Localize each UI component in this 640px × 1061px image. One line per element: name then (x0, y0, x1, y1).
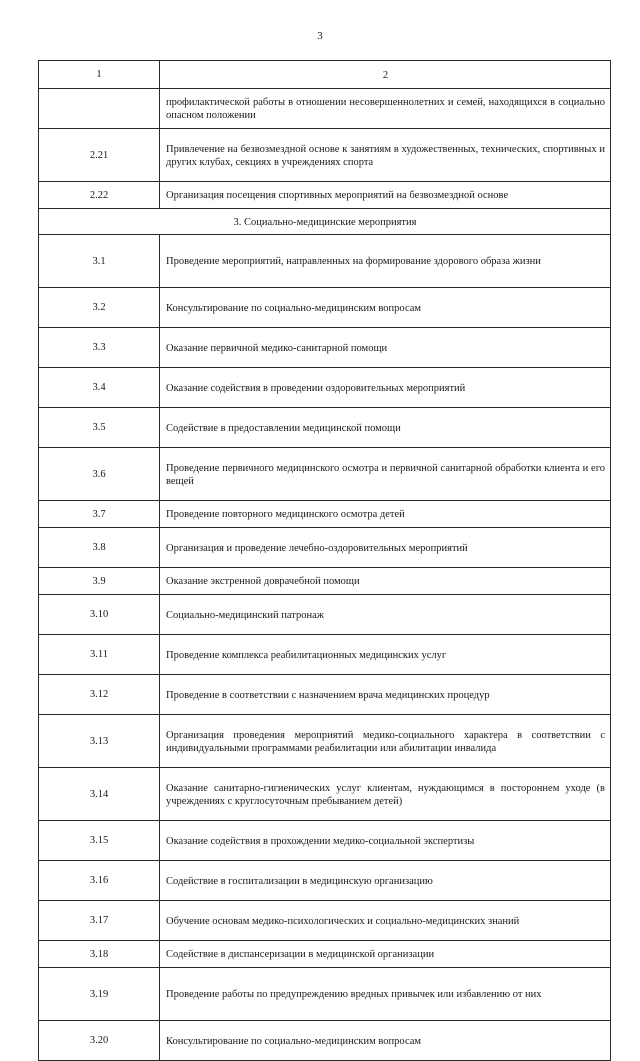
section-heading: 3. Социально-медицинские мероприятия (39, 209, 611, 235)
row-number: 2.22 (39, 182, 160, 209)
row-number: 3.10 (39, 595, 160, 635)
row-text: Содействие в диспансеризации в медицинской организации (160, 941, 611, 968)
row-text: Проведение повторного медицинского осмотра детей (160, 501, 611, 528)
table-row (39, 129, 611, 182)
table-row (39, 501, 611, 528)
row-number: 3.16 (39, 861, 160, 901)
table-row (39, 968, 611, 1021)
row-text: Привлечение на безвозмездной основе к занятиям в художественных, технических, спортивных и других клубах, секциях в учреждениях спорта (160, 129, 611, 182)
row-number: 3.9 (39, 568, 160, 595)
table-row (39, 328, 611, 368)
row-number: 3.14 (39, 768, 160, 821)
table-row (39, 408, 611, 448)
table-row (39, 901, 611, 941)
table-row (39, 568, 611, 595)
row-text: Проведение мероприятий, направленных на формирование здорового образа жизни (160, 235, 611, 288)
row-text: Оказание санитарно-гигиенических услуг клиентам, нуждающимся в постороннем уходе (в учреждениях с круглосуточным пребыванием детей) (160, 768, 611, 821)
row-number: 3.4 (39, 368, 160, 408)
section-heading-row (39, 209, 611, 235)
row-number: 3.15 (39, 821, 160, 861)
table-row (39, 235, 611, 288)
row-number: 3.17 (39, 901, 160, 941)
row-text: Проведение первичного медицинского осмотра и первичной санитарной обработки клиента и его вещей (160, 448, 611, 501)
page-number: 3 (317, 30, 323, 42)
row-text: Консультирование по социально-медицинским вопросам (160, 1021, 611, 1061)
table-row (39, 861, 611, 901)
row-text: Организация проведения мероприятий медико-социального характера в соответствии с индивидуальными программами реабилитации или абилитации инвалида (160, 715, 611, 768)
table-row (39, 288, 611, 328)
table-row (39, 941, 611, 968)
row-number: 3.11 (39, 635, 160, 675)
row-text: Проведение комплекса реабилитационных медицинских услуг (160, 635, 611, 675)
header-col-1: 1 (39, 61, 160, 89)
row-text: профилактической работы в отношении несовершеннолетних и семей, находящихся в социально опасном положении (160, 89, 611, 129)
row-number (39, 89, 160, 129)
row-text: Социально-медицинский патронаж (160, 595, 611, 635)
table-row (39, 715, 611, 768)
row-text: Оказание содействия в прохождении медико-социальной экспертизы (160, 821, 611, 861)
row-number: 3.12 (39, 675, 160, 715)
row-text: Организация и проведение лечебно-оздоровительных мероприятий (160, 528, 611, 568)
header-col-2: 2 (160, 61, 611, 89)
row-number: 2.21 (39, 129, 160, 182)
table-row (39, 675, 611, 715)
row-text: Консультирование по социально-медицинским вопросам (160, 288, 611, 328)
row-number: 3.20 (39, 1021, 160, 1061)
services-table (38, 60, 611, 1061)
row-number: 3.2 (39, 288, 160, 328)
row-text: Обучение основам медико-психологических и социально-медицинских знаний (160, 901, 611, 941)
row-text: Проведение работы по предупреждению вредных привычек или избавлению от них (160, 968, 611, 1021)
table-row (39, 821, 611, 861)
row-text: Оказание содействия в проведении оздоровительных мероприятий (160, 368, 611, 408)
row-text: Содействие в госпитализации в медицинскую организацию (160, 861, 611, 901)
table-header-row (39, 61, 611, 89)
table-row (39, 528, 611, 568)
table-row (39, 1021, 611, 1061)
row-number: 3.19 (39, 968, 160, 1021)
table-row (39, 635, 611, 675)
row-number: 3.13 (39, 715, 160, 768)
table-row (39, 182, 611, 209)
row-text: Содействие в предоставлении медицинской помощи (160, 408, 611, 448)
table-row (39, 89, 611, 129)
row-number: 3.8 (39, 528, 160, 568)
row-number: 3.1 (39, 235, 160, 288)
table-row (39, 448, 611, 501)
row-text: Проведение в соответствии с назначением врача медицинских процедур (160, 675, 611, 715)
row-number: 3.3 (39, 328, 160, 368)
row-text: Оказание экстренной доврачебной помощи (160, 568, 611, 595)
table-row (39, 368, 611, 408)
row-text: Организация посещения спортивных мероприятий на безвозмездной основе (160, 182, 611, 209)
table-row (39, 768, 611, 821)
row-number: 3.18 (39, 941, 160, 968)
row-number: 3.6 (39, 448, 160, 501)
row-number: 3.5 (39, 408, 160, 448)
row-text: Оказание первичной медико-санитарной помощи (160, 328, 611, 368)
row-number: 3.7 (39, 501, 160, 528)
table-row (39, 595, 611, 635)
